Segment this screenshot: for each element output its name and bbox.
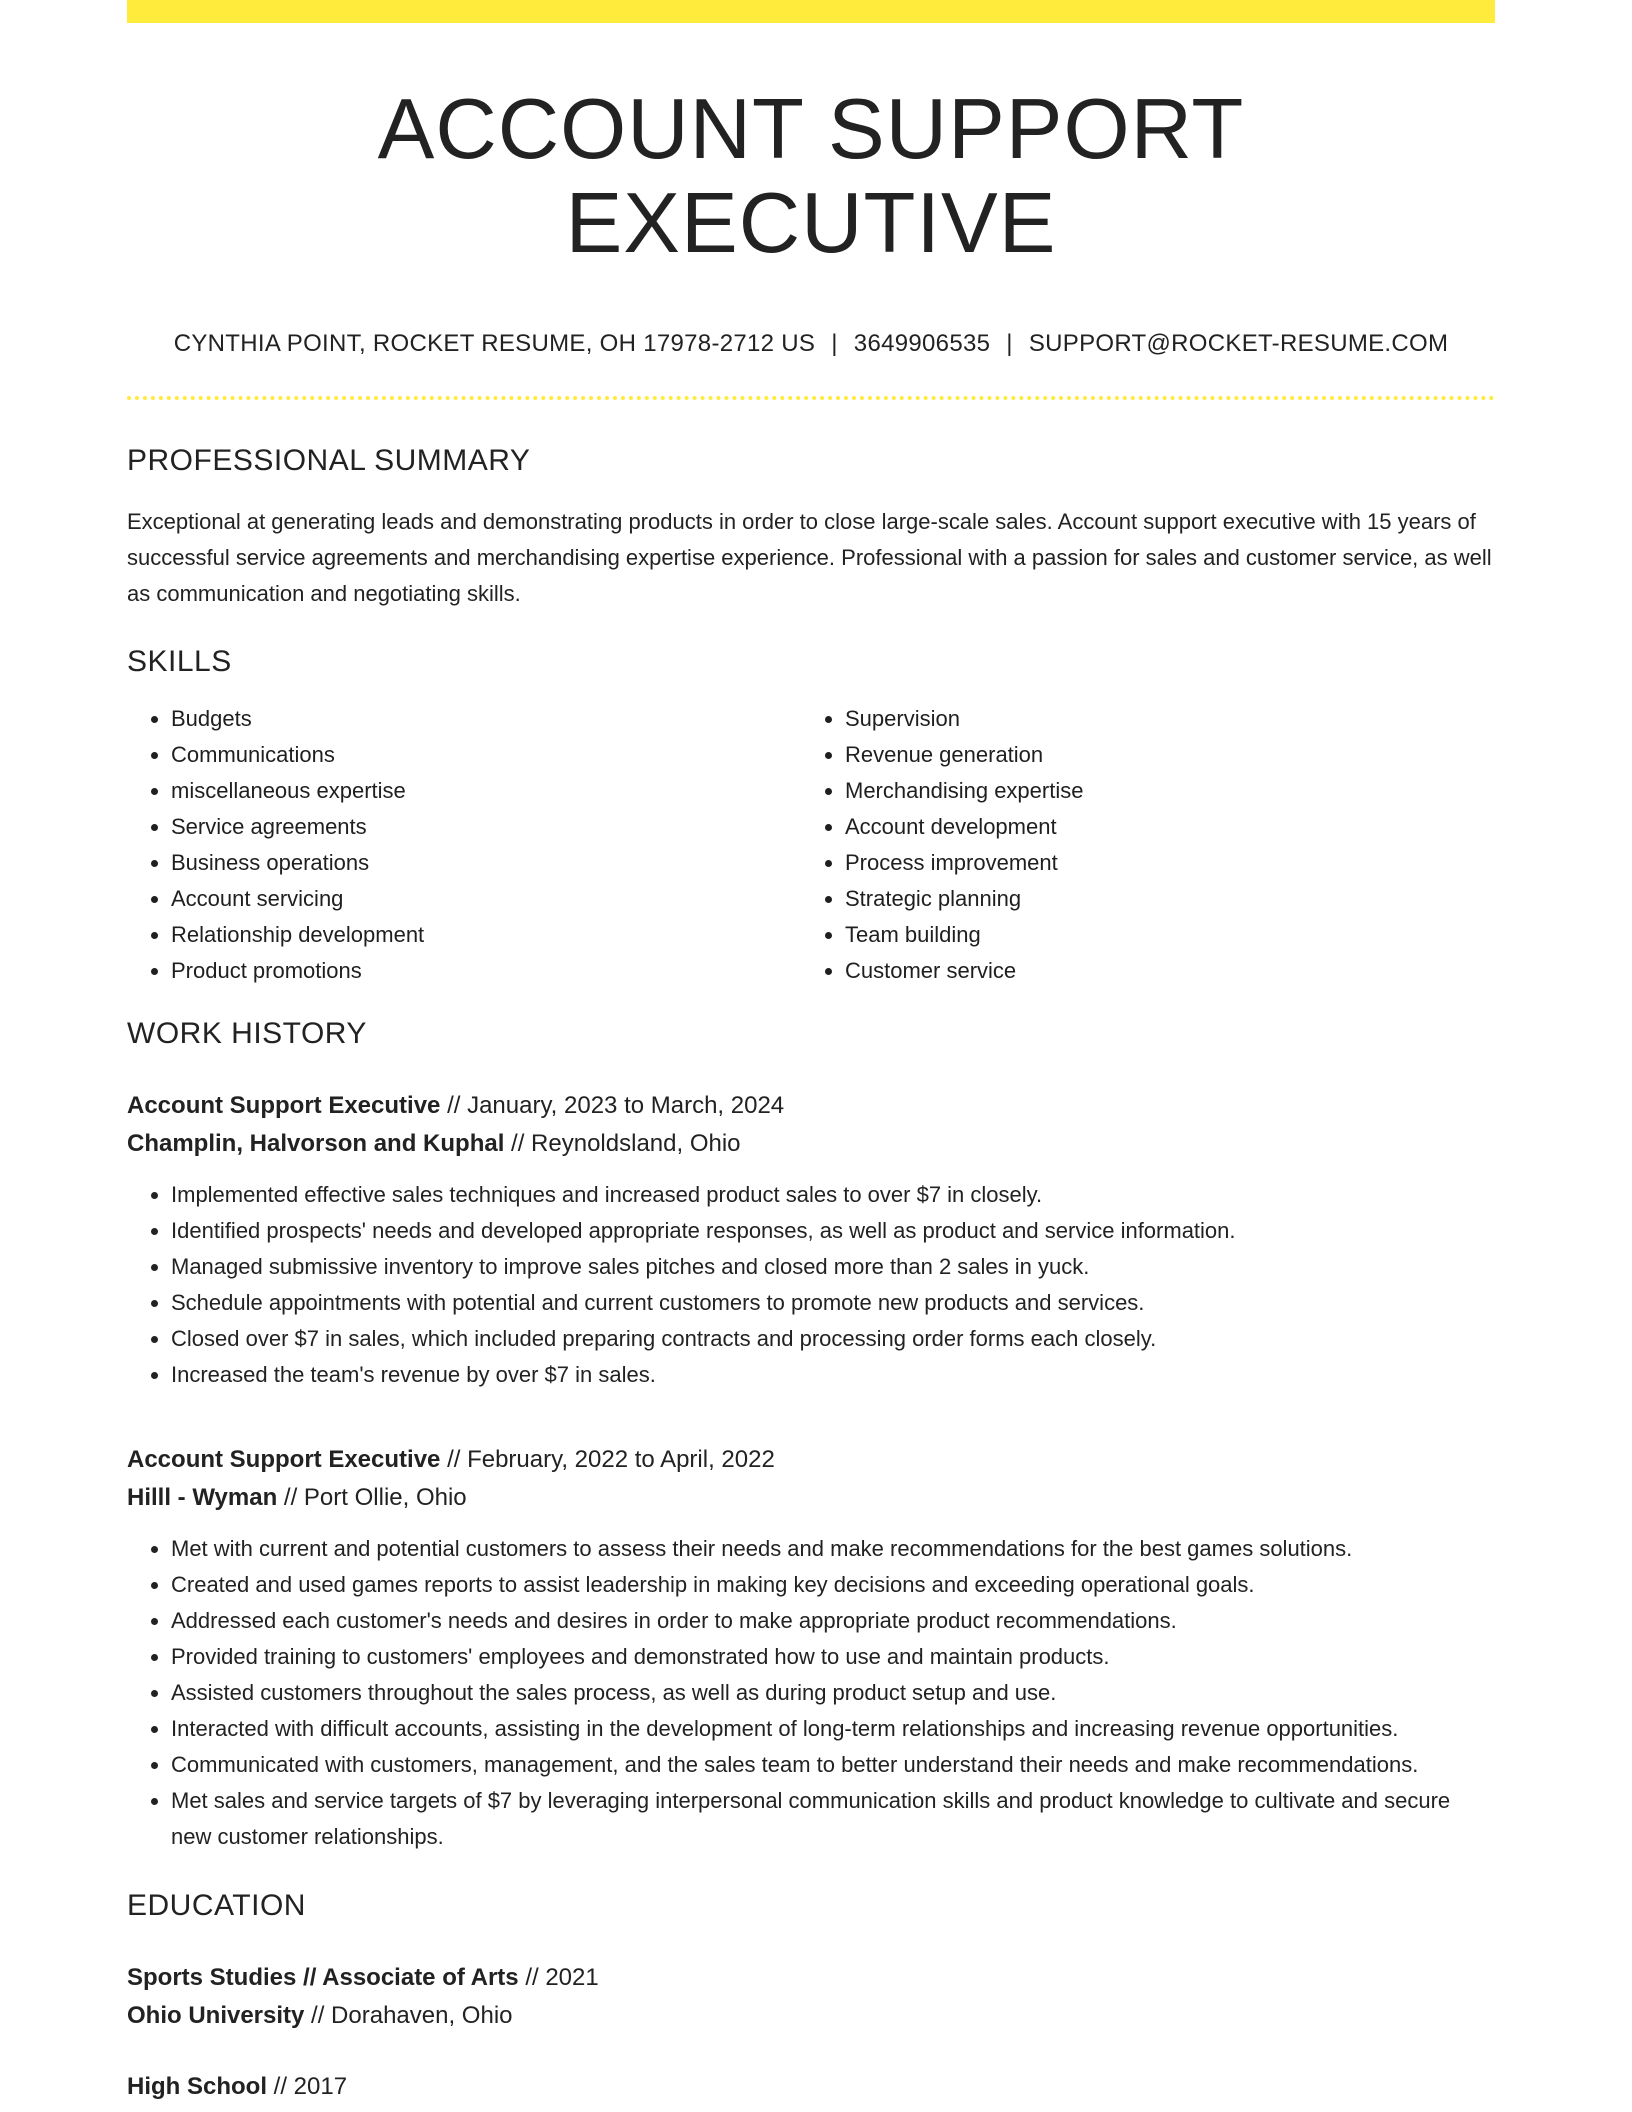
- job-bullet: • Implemented effective sales techniques and increased product sales to over $7 in closely.: [171, 1177, 1495, 1213]
- contact-email: SUPPORT@ROCKET-RESUME.COM: [1028, 330, 1449, 357]
- job-bullets: [127, 1531, 1495, 1855]
- education-entry: [127, 1959, 1495, 2035]
- job-bullet: • Met with current and potential customers to assess their needs and make recommendations for the best games solutions.: [171, 1531, 1495, 1567]
- skill-item: • Customer service: [845, 953, 1475, 989]
- summary-text: Exceptional at generating leads and demonstrating products in order to close large-scale sales. Account support executive with 15 years of successful service agreements and merchandising expertise experience. Professional with a passion for sales and customer service, as well as communication and negotiating skills.: [127, 509, 1492, 606]
- job-bullet: • Managed submissive inventory to improve sales pitches and closed more than 2 sales in yuck.: [171, 1249, 1495, 1285]
- job-company-line: [127, 1479, 1495, 1517]
- education-year: // 2021: [525, 1964, 599, 1991]
- contact-separator: |: [1006, 330, 1013, 357]
- resume-title: ACCOUNT SUPPORT EXECUTIVE: [377, 82, 1245, 271]
- skill-item: • miscellaneous expertise: [171, 773, 801, 809]
- job-dates: // January, 2023 to March, 2024: [447, 1092, 785, 1119]
- education-degree: Sports Studies // Associate of Arts: [127, 1964, 519, 1991]
- skills-heading: SKILLS: [127, 645, 232, 678]
- resume-page: [127, 0, 1495, 2106]
- skill-item: • Team building: [845, 917, 1475, 953]
- education-degree-line: [127, 2068, 1495, 2106]
- skill-item: • Revenue generation: [845, 737, 1475, 773]
- skill-item: • Relationship development: [171, 917, 801, 953]
- skill-item: • Merchandising expertise: [845, 773, 1475, 809]
- summary-section: [127, 444, 1495, 612]
- job-bullet: • Communicated with customers, management, and the sales team to better understand their needs and make recommendations.: [171, 1747, 1495, 1783]
- top-accent-bar: [127, 0, 1495, 23]
- education-degree-line: [127, 1959, 1495, 1997]
- skill-item: • Account development: [845, 809, 1475, 845]
- contact-line: [127, 330, 1495, 358]
- summary-heading: PROFESSIONAL SUMMARY: [127, 444, 531, 477]
- job-title: Account Support Executive: [127, 1446, 441, 1473]
- contact-phone: 3649906535: [853, 330, 991, 357]
- skill-item: • Business operations: [171, 845, 801, 881]
- skill-item: • Communications: [171, 737, 801, 773]
- skill-item: • Account servicing: [171, 881, 801, 917]
- education-heading: EDUCATION: [127, 1889, 306, 1922]
- education-degree: High School: [127, 2073, 267, 2100]
- job-bullet: • Created and used games reports to assist leadership in making key decisions and exceeding operational goals.: [171, 1567, 1495, 1603]
- job-bullet: • Met sales and service targets of $7 by leveraging interpersonal communication skills and product knowledge to cultivate and secure new customer relationships.: [171, 1783, 1495, 1855]
- skill-item: • Process improvement: [845, 845, 1475, 881]
- education-section: [127, 1889, 1495, 2106]
- job-entry: [127, 1441, 1495, 1855]
- job-bullet: • Identified prospects' needs and developed appropriate responses, as well as product and service information.: [171, 1213, 1495, 1249]
- dotted-divider: [127, 396, 1495, 400]
- job-title-line: [127, 1087, 1495, 1125]
- job-bullets: [127, 1177, 1495, 1393]
- job-title: Account Support Executive: [127, 1092, 441, 1119]
- skill-item: • Budgets: [171, 701, 801, 737]
- skills-column-right: [801, 701, 1475, 989]
- job-bullet: • Provided training to customers' employees and demonstrated how to use and maintain products.: [171, 1639, 1495, 1675]
- job-company: Champlin, Halvorson and Kuphal: [127, 1130, 505, 1157]
- education-year: // 2017: [273, 2073, 348, 2100]
- job-bullet: • Schedule appointments with potential and current customers to promote new products and services.: [171, 1285, 1495, 1321]
- job-bullet: • Addressed each customer's needs and desires in order to make appropriate product recommendations.: [171, 1603, 1495, 1639]
- skill-item: • Supervision: [845, 701, 1475, 737]
- skills-list: [127, 701, 1495, 989]
- work-history-heading: WORK HISTORY: [127, 1017, 367, 1050]
- work-history-section: [127, 1017, 1495, 1855]
- education-entry: [127, 2068, 1495, 2106]
- job-location: // Port Ollie, Ohio: [283, 1484, 467, 1511]
- job-bullet: • Interacted with difficult accounts, assisting in the development of long-term relationships and increasing revenue opportunities.: [171, 1711, 1495, 1747]
- job-bullet: • Closed over $7 in sales, which included preparing contracts and processing order forms each closely.: [171, 1321, 1495, 1357]
- job-title-line: [127, 1441, 1495, 1479]
- job-entry: [127, 1087, 1495, 1393]
- skills-column-left: [127, 701, 801, 989]
- job-bullet: • Increased the team's revenue by over $7 in sales.: [171, 1357, 1495, 1393]
- education-school-line: [127, 1997, 1495, 2035]
- education-location: // Dorahaven, Ohio: [311, 2002, 513, 2029]
- job-bullet: • Assisted customers throughout the sales process, as well as during product setup and use.: [171, 1675, 1495, 1711]
- skill-item: • Strategic planning: [845, 881, 1475, 917]
- contact-separator: |: [831, 330, 838, 357]
- job-dates: // February, 2022 to April, 2022: [447, 1446, 775, 1473]
- skills-section: [127, 645, 1495, 989]
- contact-address: CYNTHIA POINT, ROCKET RESUME, OH 17978-2712 US: [173, 330, 816, 357]
- skill-item: • Service agreements: [171, 809, 801, 845]
- education-school: Ohio University: [127, 2002, 305, 2029]
- job-location: // Reynoldsland, Ohio: [511, 1130, 741, 1157]
- job-company: Hilll - Wyman: [127, 1484, 278, 1511]
- job-company-line: [127, 1125, 1495, 1163]
- skill-item: • Product promotions: [171, 953, 801, 989]
